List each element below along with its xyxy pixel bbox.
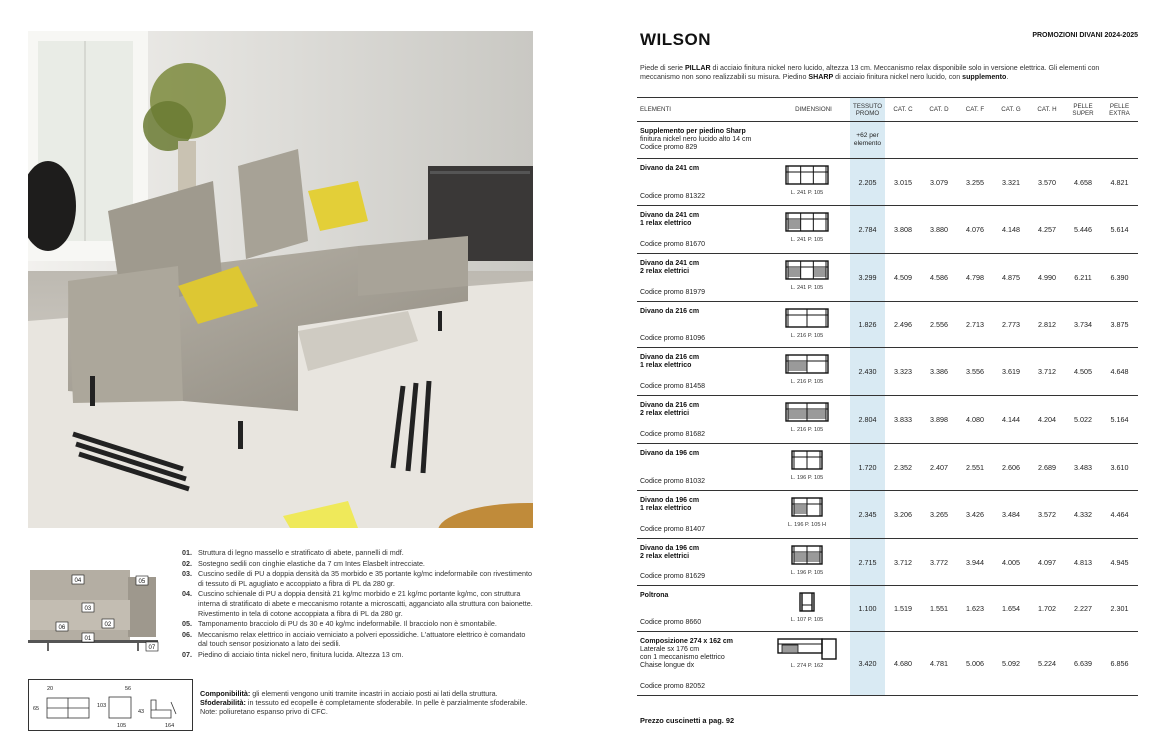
supplement-row	[637, 122, 1138, 159]
parts-item-text: Tamponamento bracciolo di PU ds 30 e 40 kg/mc indeformabile. Il bracciolo non è smontabile.	[198, 619, 497, 629]
row-name-line: Laterale sx 176 cm	[640, 646, 700, 653]
table-row	[637, 539, 1138, 586]
sofa3-sofa-icon	[784, 163, 830, 187]
dim-105: 105	[117, 723, 127, 729]
part-marker-04: 04	[74, 578, 82, 584]
intro-fragment: SHARP	[808, 73, 834, 81]
part-marker-01: 01	[84, 636, 92, 642]
row-code: Codice promo 81407	[640, 526, 705, 533]
column-header: ELEMENTI	[640, 106, 671, 113]
price-cell: 2.606	[1002, 462, 1020, 472]
column-header: CAT. H	[1037, 106, 1057, 113]
sfoderabilita-label: Sfoderabilità:	[200, 698, 246, 707]
price-cell: 3.483	[1074, 462, 1092, 472]
intro-fragment: di acciaio finitura nickel nero lucido, altezza 13 cm. Meccanismo relax disponibile solo in versione elettrica. Gli elementi con meccanismo non sono realizzabili su misura. Piedino	[640, 64, 1100, 81]
row-diagram	[777, 495, 837, 528]
price-cell: 3.880	[930, 225, 948, 234]
price-cell: 4.509	[894, 273, 912, 282]
parts-item-number: 04.	[182, 589, 192, 599]
price-cell: 1.551	[930, 604, 948, 613]
price-cell: 4.945	[1110, 557, 1129, 567]
sfoderabilita-text: in tessuto ed ecopelle è completamente sfoderabile. In pelle è parzialmente sfoderabile.	[245, 698, 528, 707]
sofa2s-sofa-icon	[784, 448, 830, 472]
price-cell: 3.484	[1002, 510, 1020, 519]
price-cell: 3.619	[1002, 367, 1020, 376]
price-cell: 2.301	[1110, 604, 1129, 613]
row-diagram	[777, 210, 837, 243]
price-cell: 4.813	[1074, 557, 1092, 567]
parts-item-text: Meccanismo relax elettrico in acciaio verniciato a polveri epossidiche. L'attuatore elettrico è comandato dal touch sensor posizionato a lato dei sedili.	[198, 629, 526, 649]
price-cell: 2.345	[858, 510, 877, 519]
price-cell: 4.076	[966, 225, 984, 234]
price-cell: 1.720	[858, 462, 877, 472]
intro-fragment: .	[1006, 73, 1009, 81]
price-cell: 4.257	[1038, 225, 1056, 234]
row-name-line: Composizione 274 x 162 cm	[640, 638, 733, 645]
row-name	[640, 545, 775, 561]
price-cell: 5.614	[1110, 225, 1129, 234]
row-name-line: Divano da 196 cm	[640, 545, 700, 552]
row-name-line: Divano da 216 cm	[640, 308, 700, 315]
price-cell: 4.798	[966, 273, 984, 282]
row-diagram	[777, 163, 837, 196]
parts-item-number: 06.	[182, 629, 192, 639]
column-header: DIMENSIONI	[795, 106, 832, 113]
part-marker-06: 06	[58, 625, 66, 631]
row-name-line: Divano da 241 cm	[640, 212, 700, 219]
intro-fragment: Piede di serie	[640, 64, 685, 72]
price-cell: 3.386	[930, 367, 948, 376]
row-name-line: 1 relax elettrico	[640, 505, 692, 512]
intro-fragment: PILLAR	[684, 64, 711, 72]
row-name-line: 2 relax elettrici	[640, 268, 690, 275]
price-cell: 3.808	[894, 225, 912, 234]
parts-list-item	[182, 619, 534, 629]
row-diagram	[777, 400, 837, 433]
parts-list-item	[182, 650, 534, 660]
price-cell: 3.321	[1002, 177, 1020, 187]
column-header: PELLE SUPER	[1072, 102, 1094, 117]
table-row	[637, 159, 1138, 206]
row-name-line: con 1 meccanismo elettrico	[640, 654, 725, 661]
row-code: Codice promo 81682	[640, 431, 705, 438]
price-cell: 3.570	[1038, 177, 1056, 187]
parts-item-number: 01.	[182, 548, 192, 557]
row-name	[640, 212, 775, 228]
price-cell: 3.898	[930, 415, 948, 424]
table-row	[637, 254, 1138, 302]
parts-list-item	[182, 589, 534, 618]
price-cell: 2.407	[930, 462, 948, 472]
row-dimensions: L. 216 P. 105	[790, 333, 824, 339]
price-cell: 4.821	[1110, 177, 1129, 187]
price-cell: 5.164	[1110, 415, 1129, 424]
parts-diagram	[28, 555, 163, 655]
part-marker-07: 07	[148, 645, 156, 651]
price-cell: 2.715	[858, 557, 877, 567]
table-row	[637, 491, 1138, 539]
price-cell: 5.224	[1038, 659, 1056, 668]
row-name	[640, 450, 775, 458]
corner-sofa-icon	[776, 636, 838, 660]
intro-fragment: di acciaio finitura nickel nero lucido, con	[833, 73, 963, 81]
price-cell: 5.092	[1002, 659, 1020, 668]
price-cell: 1.100	[858, 604, 877, 613]
row-name-line: 2 relax elettrici	[640, 410, 690, 417]
row-dimensions: L. 274 P. 162	[790, 663, 824, 669]
row-diagram	[777, 258, 837, 291]
footer-note: Prezzo cuscinetti a pag. 92	[640, 716, 735, 725]
row-name	[640, 592, 775, 600]
row-dimensions: L. 241 P. 105	[790, 285, 824, 291]
price-cell: 4.332	[1074, 510, 1092, 519]
row-code: Codice promo 81670	[640, 241, 705, 248]
table-header	[637, 97, 1138, 122]
part-marker-03: 03	[84, 606, 92, 612]
parts-item-number: 05.	[182, 619, 192, 629]
price-cell: 4.204	[1038, 415, 1056, 424]
price-cell: 6.856	[1110, 659, 1129, 668]
sofa-photo	[28, 31, 533, 528]
parts-item-number: 03.	[182, 569, 192, 579]
price-cell: 2.496	[894, 320, 912, 329]
row-name-line: Divano da 216 cm	[640, 354, 700, 361]
price-cell: 3.944	[966, 557, 984, 567]
row-dimensions: L. 196 P. 105	[790, 475, 824, 481]
row-name-line: 1 relax elettrico	[640, 362, 692, 369]
column-header: TESSUTO PROMO	[852, 102, 883, 117]
column-header: CAT. F	[965, 106, 985, 113]
dim-20: 20	[47, 686, 54, 692]
column-header: PELLE EXTRA	[1109, 102, 1130, 117]
price-cell: 3.079	[930, 177, 948, 187]
supplement-value: +62 per elemento	[853, 132, 882, 147]
row-name-line: Poltrona	[640, 592, 669, 599]
supplement-desc: finitura nickel nero lucido alto 14 cm	[640, 136, 752, 143]
price-cell: 3.299	[858, 273, 877, 282]
price-cell: 4.781	[930, 659, 948, 668]
table-row	[637, 348, 1138, 396]
price-cell: 2.556	[930, 320, 948, 329]
price-cell: 2.205	[858, 177, 877, 187]
dim-164: 164	[165, 723, 175, 729]
price-cell: 3.420	[858, 659, 877, 668]
dim-103: 103	[97, 703, 107, 709]
sofa2s-sofa-icon	[784, 495, 830, 519]
row-dimensions: L. 196 P. 105	[790, 570, 824, 576]
row-dimensions: L. 196 P. 105 H	[787, 522, 827, 528]
row-name-line: Divano da 196 cm	[640, 450, 700, 457]
row-code: Codice promo 82052	[640, 683, 705, 690]
parts-list-item	[182, 559, 534, 569]
row-name	[640, 260, 775, 276]
sofa3-sofa-icon	[784, 258, 830, 282]
row-code: Codice promo 81096	[640, 335, 705, 342]
row-name	[640, 308, 775, 316]
table-row	[637, 396, 1138, 444]
row-diagram	[777, 306, 837, 339]
row-name	[640, 402, 775, 418]
dim-65: 65	[33, 706, 40, 712]
price-cell: 6.211	[1074, 273, 1092, 282]
dimensions-diagram	[28, 679, 193, 731]
intro-fragment: supplemento	[962, 73, 1007, 81]
price-cell: 3.712	[894, 557, 912, 567]
parts-list-item	[182, 548, 534, 558]
table-row	[637, 206, 1138, 254]
parts-list-item	[182, 630, 534, 649]
parts-item-number: 07.	[182, 649, 192, 659]
price-cell: 4.875	[1002, 273, 1020, 282]
price-cell: 4.097	[1038, 557, 1056, 567]
table-row	[637, 632, 1138, 696]
price-cell: 4.586	[930, 273, 948, 282]
row-name	[640, 497, 775, 513]
price-cell: 5.006	[966, 659, 984, 668]
price-cell: 3.734	[1074, 320, 1092, 329]
price-cell: 2.430	[858, 367, 877, 376]
price-cell: 4.648	[1110, 367, 1129, 376]
parts-item-text: Struttura di legno massello e stratificato di abete, pannelli di mdf.	[198, 548, 404, 557]
price-cell: 2.352	[894, 462, 912, 472]
row-code: Codice promo 81979	[640, 289, 705, 296]
componibilita-label: Componibilità:	[200, 689, 251, 698]
price-cell: 1.654	[1002, 604, 1020, 613]
row-dimensions: L. 107 P. 105	[790, 617, 824, 623]
price-cell: 4.658	[1074, 177, 1092, 187]
row-dimensions: L. 241 P. 105	[790, 237, 824, 243]
price-cell: 2.804	[858, 415, 877, 424]
supplement-code: Codice promo 829	[640, 144, 698, 151]
price-cell: 4.680	[894, 659, 912, 668]
dim-56: 56	[125, 686, 132, 692]
price-cell: 1.826	[858, 320, 877, 329]
row-name	[640, 354, 775, 370]
table-row	[637, 302, 1138, 348]
price-cell: 3.572	[1038, 510, 1056, 519]
price-cell: 3.426	[966, 510, 984, 519]
chair-sofa-icon	[784, 590, 830, 614]
notes	[200, 689, 535, 716]
parts-item-text: Cuscino schienale di PU a doppia densità 21 kg/mc morbido e 21 kg/mc portante kg/mc, con struttura interna di stratificato di abete e meccanismo rotante a microscatti, agganciato alla struttura con baionette. Rivestimento in tela di cotone accoppiata a fibra di PL da 280 gr.	[198, 589, 533, 618]
sofa2-sofa-icon	[784, 306, 830, 330]
sofa2-sofa-icon	[784, 352, 830, 376]
column-header: CAT. C	[893, 106, 913, 113]
price-cell: 3.323	[894, 367, 912, 376]
price-cell: 6.390	[1110, 273, 1129, 282]
price-cell: 3.556	[966, 367, 984, 376]
row-diagram	[777, 448, 837, 481]
row-name-line: 2 relax elettrici	[640, 553, 690, 560]
price-cell: 4.148	[1002, 225, 1020, 234]
row-name-line: Divano da 196 cm	[640, 497, 700, 504]
supplement-title: Supplemento per piedino Sharp	[640, 128, 746, 135]
row-name-line: Chaise longue dx	[640, 662, 695, 669]
row-diagram	[777, 590, 837, 623]
price-cell: 6.639	[1074, 659, 1092, 668]
part-marker-02: 02	[104, 622, 112, 628]
parts-list	[182, 548, 534, 660]
sofa2s-sofa-icon	[784, 543, 830, 567]
price-cell: 1.623	[966, 604, 984, 613]
price-cell: 3.712	[1038, 367, 1056, 376]
price-cell: 2.689	[1038, 462, 1056, 472]
price-cell: 4.080	[966, 415, 984, 424]
row-name-line: Divano da 241 cm	[640, 165, 700, 172]
promo-header: PROMOZIONI DIVANI 2024-2025	[1032, 32, 1138, 39]
price-cell: 4.505	[1074, 367, 1092, 376]
price-cell: 5.022	[1074, 415, 1092, 424]
column-header: CAT. G	[1001, 106, 1021, 113]
intro-text	[640, 64, 1140, 82]
price-cell: 3.875	[1110, 320, 1129, 329]
price-cell: 2.812	[1038, 320, 1056, 329]
column-header: CAT. D	[929, 106, 949, 113]
row-code: Codice promo 8660	[640, 619, 702, 626]
row-name	[640, 638, 775, 670]
parts-item-number: 02.	[182, 558, 192, 568]
price-cell: 2.773	[1002, 320, 1020, 329]
price-cell: 3.255	[966, 177, 984, 187]
price-cell: 3.015	[894, 177, 912, 187]
price-cell: 3.206	[894, 510, 912, 519]
sofa3-sofa-icon	[784, 210, 830, 234]
price-cell: 1.519	[894, 604, 912, 613]
parts-item-text: Sostegno sedili con cinghie elastiche da 7 cm Intes Elasbelt intrecciate.	[198, 558, 425, 568]
price-cell: 4.005	[1002, 557, 1020, 567]
table-row	[637, 444, 1138, 491]
price-cell: 3.833	[894, 415, 912, 424]
price-cell: 4.464	[1110, 510, 1129, 519]
supplement-name	[640, 128, 775, 152]
price-cell: 2.227	[1074, 604, 1092, 613]
parts-item-text: Cuscino sedile di PU a doppia densità da 35 morbido e 35 portante kg/mc indeformabile con rivestimento di tessuto di PL agugliato e accoppiato a fibra di PL da 280 gr.	[198, 569, 533, 588]
price-cell: 3.610	[1110, 462, 1129, 472]
price-cell: 4.144	[1002, 415, 1020, 424]
dim-43: 43	[138, 709, 145, 715]
price-cell: 2.784	[858, 225, 877, 234]
price-cell: 3.772	[930, 557, 948, 567]
row-code: Codice promo 81458	[640, 383, 705, 390]
price-cell: 1.702	[1038, 604, 1056, 613]
row-diagram	[777, 543, 837, 576]
row-name-line: Divano da 216 cm	[640, 402, 700, 409]
price-cell: 4.990	[1038, 273, 1056, 282]
price-cell: 5.446	[1074, 225, 1092, 234]
row-dimensions: L. 216 P. 105	[790, 379, 824, 385]
row-code: Codice promo 81032	[640, 478, 705, 485]
row-name-line: 1 relax elettrico	[640, 220, 692, 227]
row-name	[640, 165, 775, 173]
price-cell: 3.265	[930, 510, 948, 519]
page-title: WILSON	[640, 30, 711, 49]
row-dimensions: L. 241 P. 105	[790, 190, 824, 196]
table-row	[637, 586, 1138, 632]
row-code: Codice promo 81322	[640, 193, 705, 200]
row-diagram	[772, 636, 842, 669]
row-dimensions: L. 216 P. 105	[790, 427, 824, 433]
parts-list-item	[182, 569, 534, 588]
part-marker-05: 05	[138, 579, 146, 585]
price-cell: 2.551	[966, 462, 984, 472]
componibilita-text: gli elementi vengono uniti tramite incastri in acciaio posti ai lati della struttura.	[250, 689, 498, 698]
row-code: Codice promo 81629	[640, 573, 705, 580]
price-table	[637, 97, 1138, 696]
parts-item-text: Piedino di acciaio tinta nickel nero, finitura lucida. Altezza 13 cm.	[198, 649, 404, 659]
row-diagram	[777, 352, 837, 385]
cfc-note: Note: poliuretano espanso privo di CFC.	[200, 707, 328, 716]
sofa2-sofa-icon	[784, 400, 830, 424]
row-name-line: Divano da 241 cm	[640, 260, 700, 267]
price-cell: 2.713	[966, 320, 984, 329]
